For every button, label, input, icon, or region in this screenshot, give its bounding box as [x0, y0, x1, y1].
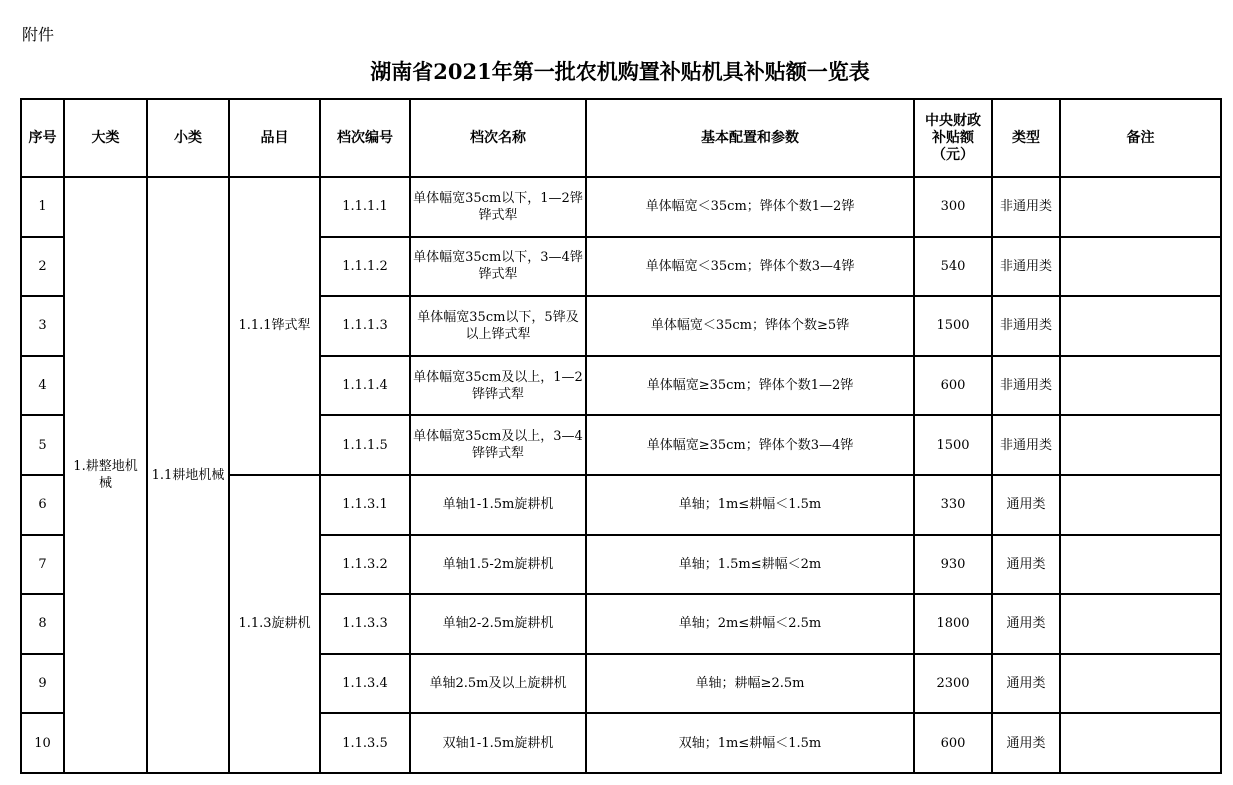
cell-grade-code: 1.1.1.1 [320, 177, 410, 237]
cell-grade-code: 1.1.3.3 [320, 594, 410, 654]
table-row [21, 177, 1221, 237]
cell-config: 单体幅宽＜35cm；铧体个数3—4铧 [586, 237, 914, 297]
cell-remarks [1060, 713, 1221, 773]
cell-grade-name: 单轴1-1.5m旋耕机 [410, 475, 586, 535]
cell-remarks [1060, 594, 1221, 654]
cell-item: 1.1.3旋耕机 [229, 475, 320, 773]
cell-no: 10 [21, 713, 64, 773]
cell-config: 单体幅宽≥35cm；铧体个数3—4铧 [586, 415, 914, 475]
cell-config: 单轴；2m≤耕幅＜2.5m [586, 594, 914, 654]
cell-subcategory: 1.1耕地机械 [147, 177, 229, 773]
cell-subsidy: 1500 [914, 296, 992, 356]
header-grade-code: 档次编号 [320, 99, 410, 177]
cell-subsidy: 1800 [914, 594, 992, 654]
cell-remarks [1060, 475, 1221, 535]
cell-no: 3 [21, 296, 64, 356]
cell-remarks [1060, 177, 1221, 237]
cell-no: 5 [21, 415, 64, 475]
cell-grade-name: 单体幅宽35cm以下，1—2铧铧式犁 [410, 177, 586, 237]
header-row [21, 99, 1221, 177]
cell-config: 单体幅宽＜35cm；铧体个数≥5铧 [586, 296, 914, 356]
cell-grade-code: 1.1.1.2 [320, 237, 410, 297]
cell-type: 非通用类 [992, 296, 1060, 356]
cell-type: 非通用类 [992, 177, 1060, 237]
header-item: 品目 [229, 99, 320, 177]
cell-no: 7 [21, 535, 64, 595]
cell-no: 9 [21, 654, 64, 714]
cell-config: 单轴；耕幅≥2.5m [586, 654, 914, 714]
cell-type: 非通用类 [992, 415, 1060, 475]
cell-grade-name: 单轴2-2.5m旋耕机 [410, 594, 586, 654]
cell-type: 非通用类 [992, 237, 1060, 297]
cell-no: 8 [21, 594, 64, 654]
cell-remarks [1060, 296, 1221, 356]
cell-subsidy: 600 [914, 713, 992, 773]
cell-subsidy: 600 [914, 356, 992, 416]
cell-type: 通用类 [992, 535, 1060, 595]
page-title: 湖南省2021年第一批农机购置补贴机具补贴额一览表 [370, 59, 870, 84]
cell-config: 单体幅宽＜35cm；铧体个数1—2铧 [586, 177, 914, 237]
cell-remarks [1060, 415, 1221, 475]
cell-subsidy: 2300 [914, 654, 992, 714]
cell-grade-code: 1.1.3.5 [320, 713, 410, 773]
cell-grade-code: 1.1.3.4 [320, 654, 410, 714]
cell-config: 单轴；1m≤耕幅＜1.5m [586, 475, 914, 535]
cell-category: 1.耕整地机械 [64, 177, 147, 773]
header-type: 类型 [992, 99, 1060, 177]
header-config: 基本配置和参数 [586, 99, 914, 177]
cell-grade-code: 1.1.1.5 [320, 415, 410, 475]
cell-type: 通用类 [992, 594, 1060, 654]
subsidy-table [20, 98, 1222, 774]
cell-subsidy: 330 [914, 475, 992, 535]
cell-remarks [1060, 237, 1221, 297]
cell-no: 4 [21, 356, 64, 416]
cell-item: 1.1.1铧式犁 [229, 177, 320, 475]
cell-grade-code: 1.1.3.2 [320, 535, 410, 595]
cell-grade-name: 单轴2.5m及以上旋耕机 [410, 654, 586, 714]
cell-subsidy: 540 [914, 237, 992, 297]
cell-no: 6 [21, 475, 64, 535]
cell-grade-name: 单体幅宽35cm及以上，1—2铧铧式犁 [410, 356, 586, 416]
cell-type: 通用类 [992, 654, 1060, 714]
cell-remarks [1060, 535, 1221, 595]
header-subsidy: 中央财政补贴额（元） [914, 99, 992, 177]
cell-config: 单轴；1.5m≤耕幅＜2m [586, 535, 914, 595]
cell-config: 单体幅宽≥35cm；铧体个数1—2铧 [586, 356, 914, 416]
cell-grade-code: 1.1.1.4 [320, 356, 410, 416]
cell-remarks [1060, 654, 1221, 714]
cell-grade-code: 1.1.1.3 [320, 296, 410, 356]
cell-type: 通用类 [992, 475, 1060, 535]
header-grade-name: 档次名称 [410, 99, 586, 177]
header-subcategory: 小类 [147, 99, 229, 177]
cell-type: 非通用类 [992, 356, 1060, 416]
header-category: 大类 [64, 99, 147, 177]
cell-subsidy: 930 [914, 535, 992, 595]
cell-grade-name: 双轴1-1.5m旋耕机 [410, 713, 586, 773]
cell-subsidy: 300 [914, 177, 992, 237]
cell-type: 通用类 [992, 713, 1060, 773]
cell-grade-name: 单体幅宽35cm及以上，3—4铧铧式犁 [410, 415, 586, 475]
header-remarks: 备注 [1060, 99, 1221, 177]
cell-grade-name: 单体幅宽35cm以下，5铧及以上铧式犁 [410, 296, 586, 356]
cell-remarks [1060, 356, 1221, 416]
cell-subsidy: 1500 [914, 415, 992, 475]
cell-grade-code: 1.1.3.1 [320, 475, 410, 535]
cell-config: 双轴；1m≤耕幅＜1.5m [586, 713, 914, 773]
cell-no: 2 [21, 237, 64, 297]
cell-grade-name: 单轴1.5-2m旋耕机 [410, 535, 586, 595]
attachment-label: 附件 [22, 25, 55, 44]
cell-grade-name: 单体幅宽35cm以下，3—4铧铧式犁 [410, 237, 586, 297]
header-no: 序号 [21, 99, 64, 177]
cell-no: 1 [21, 177, 64, 237]
